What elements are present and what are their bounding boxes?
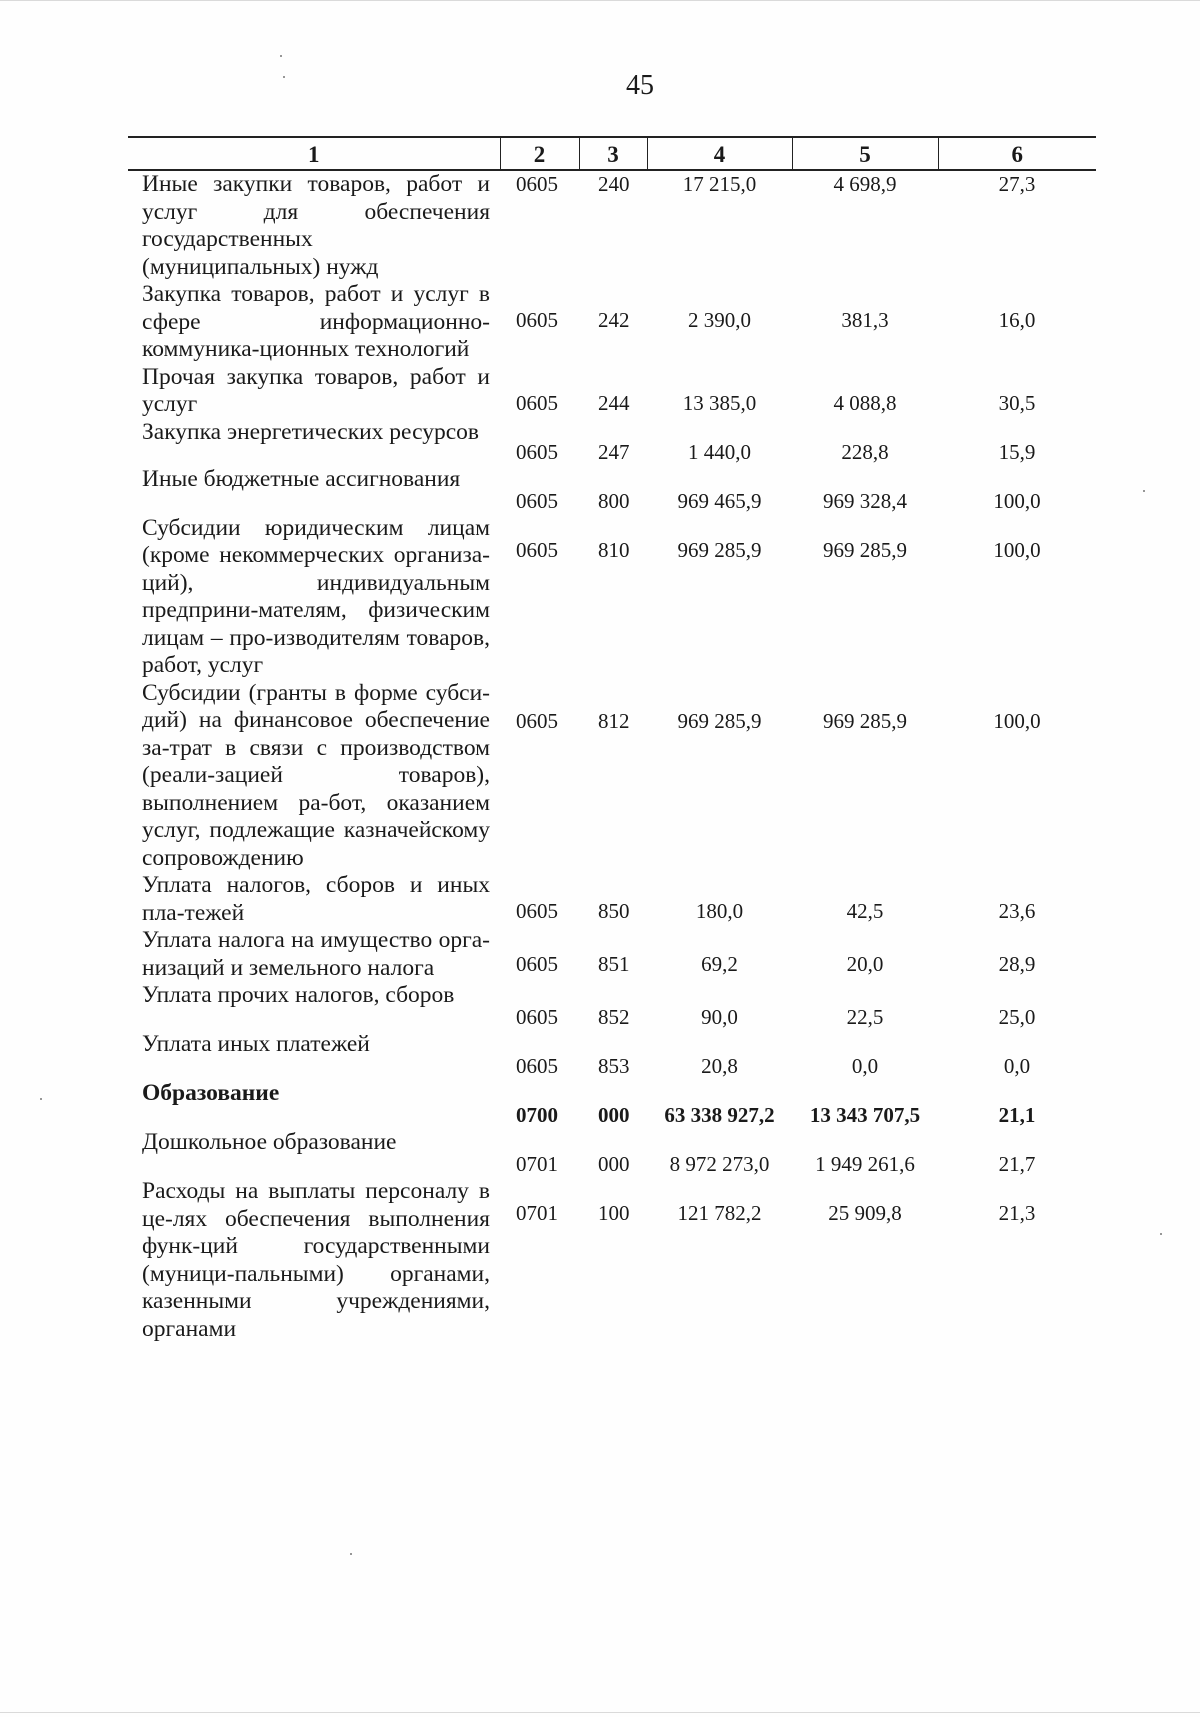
row-executed-amount-cell: 228,8 (841, 439, 889, 464)
row-expense-type-cell: 240 (598, 172, 630, 196)
scan-speck (283, 76, 285, 78)
row-expense-type-cell: 812 (598, 708, 630, 733)
page-number: 45 (626, 70, 654, 101)
row-executed-amount-cell: 4 088,8 (833, 390, 897, 415)
row-expense-type-cell: 850 (598, 899, 630, 923)
row-section-code-cell: 0605 (516, 488, 558, 513)
row-executed-amount-cell: 969 285,9 (823, 708, 907, 733)
row-name-cell: Субсидии юридическим лицам (кроме некоммерческих организа-ций), индивидуальным предприни-мателям, физическим лицам – про-изводителям товаров, работ, услуг (142, 514, 490, 678)
row-executed-amount-cell: 20,0 (846, 952, 884, 976)
column-header: 2 (500, 137, 579, 170)
row-expense-type-cell: 810 (598, 537, 630, 562)
row-percent-cell: 100,0 (993, 488, 1041, 513)
row-name-cell: Иные бюджетные ассигнования (142, 465, 461, 492)
row-executed-amount-cell: 13 343 707,5 (809, 1103, 921, 1127)
row-percent-cell: 21,3 (998, 1201, 1036, 1225)
row-name-cell: Закупка товаров, работ и услуг в сфере информационно-коммуника-ционных технологий (142, 281, 490, 362)
row-percent-cell: 15,9 (998, 439, 1036, 464)
row-percent-cell: 21,7 (998, 1152, 1036, 1176)
row-name-cell: Прочая закупка товаров, работ и услуг (142, 363, 490, 417)
row-planned-amount-cell: 969 285,9 (677, 708, 762, 733)
row-planned-amount-cell: 2 390,0 (688, 308, 751, 332)
table-row (128, 1178, 1096, 1343)
table-row (128, 170, 1096, 281)
row-section-code-cell: 0605 (516, 537, 558, 562)
row-percent-cell: 30,5 (998, 390, 1036, 415)
row-planned-amount-cell: 90,0 (701, 1005, 738, 1029)
column-header: 3 (579, 137, 647, 170)
row-executed-amount-cell: 381,3 (841, 308, 889, 332)
row-percent-cell: 100,0 (993, 537, 1041, 562)
row-name-cell: Уплата налогов, сборов и иных пла-тежей (142, 872, 490, 926)
row-planned-amount-cell: 69,2 (701, 952, 738, 976)
row-planned-amount-cell: 1 440,0 (688, 439, 751, 464)
table-row (128, 680, 1096, 873)
row-expense-type-cell: 000 (598, 1152, 630, 1176)
row-name-cell: Уплата иных платежей (142, 1031, 370, 1057)
row-section-code-cell: 0701 (516, 1201, 558, 1225)
row-expense-type-cell: 853 (598, 1054, 630, 1078)
row-expense-type-cell: 247 (598, 439, 630, 464)
row-planned-amount-cell: 20,8 (701, 1054, 738, 1078)
row-planned-amount-cell: 969 465,9 (677, 488, 762, 513)
row-planned-amount-cell: 17 215,0 (682, 172, 757, 196)
scan-speck (1143, 490, 1145, 492)
table-row (128, 364, 1096, 419)
table-row (128, 982, 1096, 1031)
row-section-code-cell: 0605 (516, 952, 558, 976)
row-planned-amount-cell: 121 782,2 (677, 1201, 762, 1225)
table-row (128, 466, 1096, 515)
row-section-code-cell: 0605 (516, 439, 558, 464)
row-expense-type-cell: 852 (598, 1005, 630, 1029)
row-section-code-cell: 0700 (516, 1103, 558, 1127)
column-header: 4 (647, 137, 792, 170)
row-name-cell: Дошкольное образование (142, 1129, 397, 1155)
table-row (128, 1080, 1096, 1129)
row-section-code-cell: 0605 (516, 172, 558, 196)
scan-speck (1160, 1233, 1162, 1235)
row-expense-type-cell: 244 (598, 390, 630, 415)
row-expense-type-cell: 100 (598, 1201, 630, 1225)
column-header: 6 (938, 137, 1096, 170)
row-name-cell: Иные закупки товаров, работ и услуг для обеспечения государственных (муниципальных) нужд (142, 171, 490, 280)
row-planned-amount-cell: 63 338 927,2 (664, 1103, 775, 1127)
scan-speck (350, 1553, 352, 1555)
row-name-cell: Образование (142, 1080, 280, 1106)
row-section-code-cell: 0605 (516, 899, 558, 923)
row-section-code-cell: 0605 (516, 708, 558, 733)
row-percent-cell: 27,3 (998, 172, 1036, 196)
table-row (128, 927, 1096, 982)
row-executed-amount-cell: 0,0 (851, 1054, 879, 1078)
row-percent-cell: 28,9 (998, 952, 1036, 976)
row-percent-cell: 21,1 (998, 1103, 1036, 1127)
column-header: 5 (792, 137, 938, 170)
row-percent-cell: 23,6 (998, 899, 1036, 923)
row-section-code-cell: 0701 (516, 1152, 558, 1176)
row-name-cell: Уплата налога на имущество орга-низаций и земельного налога (142, 927, 490, 981)
scan-speck (40, 1098, 42, 1100)
row-section-code-cell: 0605 (516, 1005, 558, 1029)
row-percent-cell: 25,0 (998, 1005, 1036, 1029)
column-header: 1 (128, 137, 500, 170)
row-section-code-cell: 0605 (516, 1054, 558, 1078)
row-executed-amount-cell: 42,5 (846, 899, 884, 923)
row-name-cell: Расходы на выплаты персоналу в це-лях обеспечения выполнения функ-ций государственными (муници-пальными) органами, казенными учреждениями, органами (142, 1178, 490, 1342)
table-row (128, 1031, 1096, 1080)
table-row (128, 515, 1096, 680)
row-name-cell: Уплата прочих налогов, сборов (142, 982, 455, 1008)
row-name-cell: Субсидии (гранты в форме субси-дий) на финансовое обеспечение за-трат в связи с производством (реали-зацией товаров), выполнением ра-бот, оказанием услуг, подлежащие казначейскому сопровождению (142, 679, 490, 871)
scan-edge-top (0, 0, 1200, 1)
row-executed-amount-cell: 4 698,9 (833, 172, 897, 196)
row-expense-type-cell: 800 (598, 488, 630, 513)
row-executed-amount-cell: 25 909,8 (828, 1201, 902, 1225)
row-executed-amount-cell: 969 285,9 (823, 537, 907, 562)
row-planned-amount-cell: 13 385,0 (682, 390, 757, 415)
scan-speck (280, 55, 282, 57)
row-percent-cell: 0,0 (1003, 1054, 1031, 1078)
row-expense-type-cell: 851 (598, 952, 630, 976)
row-planned-amount-cell: 180,0 (695, 899, 744, 923)
scan-edge-bottom (0, 1712, 1200, 1713)
row-expense-type-cell: 000 (598, 1103, 630, 1127)
row-section-code-cell: 0605 (516, 390, 558, 415)
row-executed-amount-cell: 969 328,4 (823, 488, 907, 513)
budget-table (128, 136, 1096, 1343)
row-expense-type-cell: 242 (598, 308, 630, 332)
table-row (128, 872, 1096, 927)
table-row (128, 1129, 1096, 1178)
table-row (128, 419, 1096, 466)
row-section-code-cell: 0605 (516, 308, 558, 332)
row-planned-amount-cell: 8 972 273,0 (669, 1152, 770, 1176)
row-executed-amount-cell: 22,5 (846, 1005, 884, 1029)
row-percent-cell: 100,0 (993, 708, 1041, 733)
table-header-row (128, 137, 1096, 170)
row-planned-amount-cell: 969 285,9 (677, 537, 762, 562)
row-percent-cell: 16,0 (998, 308, 1036, 332)
row-name-cell: Закупка энергетических ресурсов (142, 418, 479, 445)
table-row (128, 281, 1096, 364)
row-executed-amount-cell: 1 949 261,6 (815, 1152, 915, 1176)
